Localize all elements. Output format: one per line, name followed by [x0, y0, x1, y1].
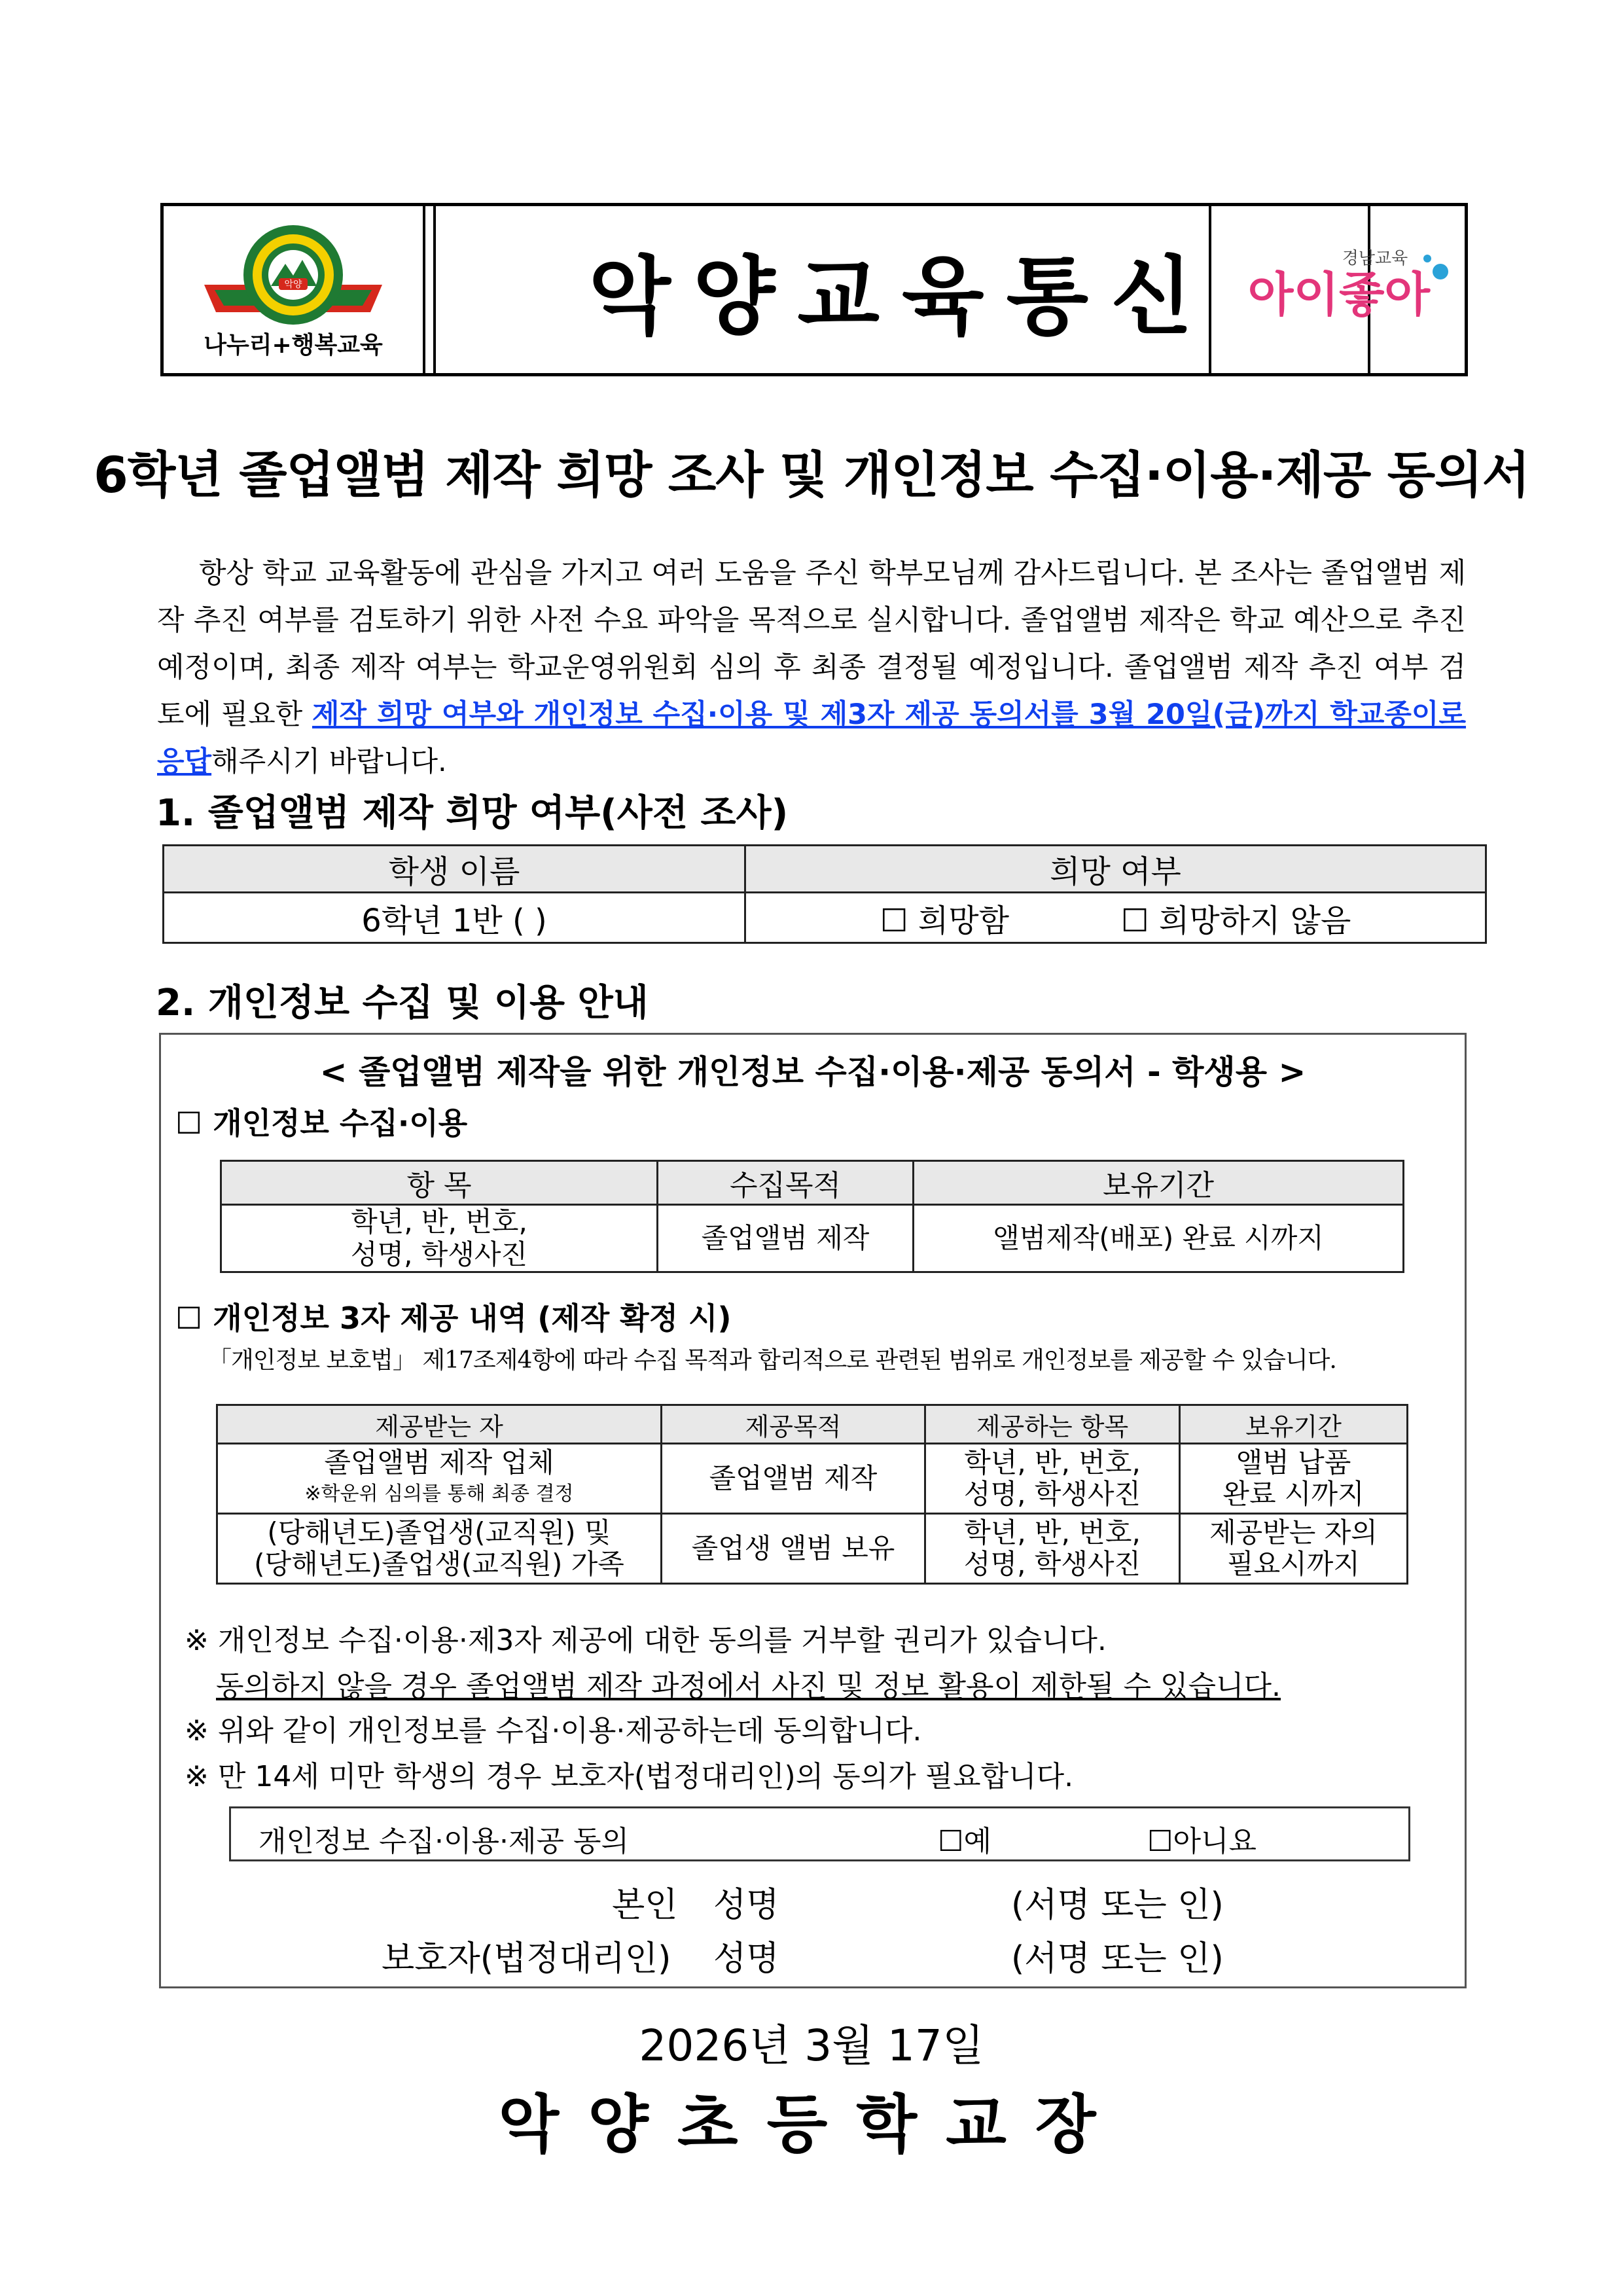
edu-brand-main-text: 아이좋아 — [1247, 267, 1431, 322]
edu-brand-logo — [1209, 206, 1467, 373]
intro-text: 항상 학교 교육활동에 관심을 가지고 여러 도움을 주신 학부모님께 감사드립니다. 본 조사는 졸업앨범 제작 추진 여부를 검토하기 위한 사전 수요 파악을 목적으로 실시합니다. 졸업앨범 제작은 학교 예산으로 추진 예정이며, 최종 제작 여부는 학교운영위원회 심의 후 최종 결정될 예정입니다. 졸업앨범 제작 추진 여부 검토에 필요한 — [157, 557, 1466, 731]
third-party-table — [216, 1404, 1408, 1585]
intro-tail: 해주시기 바랍니다. — [211, 745, 447, 778]
third-party-heading: ☐ 개인정보 3자 제공 내역 (제작 확정 시) — [175, 1300, 732, 1336]
collect-items-line2: 성명, 학생사진 — [350, 1238, 528, 1270]
recipient-line1: (당해년도)졸업생(교직원) 및 — [267, 1516, 611, 1549]
recipient-line1: 졸업앨범 제작 업체 — [324, 1446, 554, 1479]
provide-items-line1: 학년, 반, 번호, — [964, 1516, 1141, 1549]
guardian-signature-field[interactable]: (서명 또는 인) — [1011, 1939, 1224, 1979]
provide-items-line2: 성명, 학생사진 — [963, 1548, 1141, 1580]
consent-no-checkbox[interactable]: ☐아니요 — [1147, 1825, 1257, 1858]
provide-period-cell — [1180, 1444, 1408, 1514]
table-row — [217, 1514, 1408, 1584]
collect-purpose-cell: 졸업앨범 제작 — [658, 1205, 914, 1272]
hope-survey-table — [162, 844, 1487, 944]
header-items: 항 목 — [221, 1161, 658, 1205]
recipient-cell — [217, 1444, 662, 1514]
provide-items-cell — [925, 1514, 1180, 1584]
provide-period-line2: 완료 시까지 — [1222, 1478, 1364, 1510]
school-logo — [164, 206, 425, 373]
consent-label: 개인정보 수집·이용·제공 동의 — [259, 1825, 629, 1858]
school-emblem-icon — [164, 213, 423, 344]
newsletter-title: 악양교육통신 — [588, 247, 1215, 346]
header-provide-period: 보유기간 — [1180, 1405, 1408, 1444]
provide-purpose-cell: 졸업앨범 제작 — [662, 1444, 925, 1514]
self-label: 본인 — [612, 1886, 678, 1925]
collect-period-cell: 앨범제작(배포) 완료 시까지 — [914, 1205, 1404, 1272]
collect-use-heading: ☐ 개인정보 수집·이용 — [175, 1105, 468, 1141]
section1-title: 1. 졸업앨범 제작 희망 여부(사전 조사) — [156, 792, 789, 834]
collect-items-line1: 학년, 반, 번호, — [351, 1206, 527, 1238]
consent-box-heading: < 졸업앨범 제작을 위한 개인정보 수집·이용·제공 동의서 - 학생용 > — [319, 1053, 1306, 1091]
collect-use-table — [220, 1160, 1404, 1273]
provide-items-cell — [925, 1444, 1180, 1514]
principal-signature: 악양초등학교장 — [498, 2088, 1125, 2161]
option-no-hope-checkbox[interactable]: ☐ 희망하지 않음 — [1120, 902, 1351, 939]
guardian-name-label: 성명 — [713, 1939, 779, 1979]
guardian-label: 보호자(법정대리인) — [382, 1939, 671, 1979]
note-right-to-refuse: ※ 개인정보 수집·이용·제3자 제공에 대한 동의를 거부할 권리가 있습니다. — [185, 1624, 1107, 1657]
document-title: 6학년 졸업앨범 제작 희망 조사 및 개인정보 수집·이용·제공 동의서 — [93, 446, 1530, 504]
note-agree-statement: ※ 위와 같이 개인정보를 수집·이용·제공하는데 동의합니다. — [185, 1714, 922, 1748]
intro-paragraph — [157, 550, 1466, 785]
edu-brand-top-text: 경남교육 — [1342, 249, 1408, 268]
intro-highlight-link[interactable]: 제작 희망 여부와 개인정보 수집·이용 및 제3자 제공 동의서를 3월 20일(금)까지 학교종이로 응답 — [157, 698, 1467, 778]
provide-period-line2: 필요시까지 — [1227, 1548, 1360, 1580]
table-row — [217, 1444, 1408, 1514]
provide-items-line2: 성명, 학생사진 — [963, 1478, 1141, 1510]
header-recipient: 제공받는 자 — [217, 1405, 662, 1444]
child-good-logo-icon — [1211, 206, 1467, 370]
recipient-line2: (당해년도)졸업생(교직원) 가족 — [254, 1548, 624, 1580]
newsletter-header — [160, 203, 1468, 376]
provide-purpose-cell: 졸업생 앨범 보유 — [662, 1514, 925, 1584]
header-retention: 보유기간 — [914, 1161, 1404, 1205]
recipient-cell — [217, 1514, 662, 1584]
emblem-badge-text: 악양 — [284, 279, 302, 290]
header-student-name: 학생 이름 — [164, 846, 745, 893]
note-refuse-consequence: 동의하지 않을 경우 졸업앨범 제작 과정에서 사진 및 정보 활용이 제한될 수 있습니다. — [216, 1670, 1281, 1703]
header-purpose: 수집목적 — [658, 1161, 914, 1205]
header-provide-items: 제공하는 항목 — [925, 1405, 1180, 1444]
self-signature-field[interactable]: (서명 또는 인) — [1011, 1886, 1224, 1925]
provide-period-cell — [1180, 1514, 1408, 1584]
law-reference-note: 「개인정보 보호법」 제17조제4항에 따라 수집 목적과 합리적으로 관련된 범위로 개인정보를 제공할 수 있습니다. — [208, 1347, 1336, 1374]
collect-items-cell — [221, 1205, 658, 1272]
section2-title: 2. 개인정보 수집 및 이용 안내 — [156, 982, 649, 1024]
header-hope: 희망 여부 — [745, 846, 1486, 893]
option-hope-checkbox[interactable]: ☐ 희망함 — [880, 902, 1010, 939]
self-name-label: 성명 — [713, 1886, 779, 1925]
school-logo-caption: 나누리+행복교육 — [204, 332, 383, 359]
header-provide-purpose: 제공목적 — [662, 1405, 925, 1444]
provide-items-line1: 학년, 반, 번호, — [964, 1446, 1141, 1479]
student-name-cell[interactable]: 6학년 1반 ( ) — [164, 893, 745, 943]
consent-yes-checkbox[interactable]: ☐예 — [938, 1825, 991, 1858]
provide-period-line1: 제공받는 자의 — [1209, 1516, 1378, 1549]
note-under14: ※ 만 14세 미만 학생의 경우 보호자(법정대리인)의 동의가 필요합니다. — [185, 1760, 1074, 1793]
consent-choice-row — [229, 1806, 1410, 1861]
recipient-line2: ※학운위 심의를 통해 최종 결정 — [304, 1482, 574, 1505]
issue-date: 2026년 3월 17일 — [639, 2020, 984, 2071]
hope-options-cell — [745, 893, 1486, 943]
provide-period-line1: 앨범 납품 — [1236, 1446, 1351, 1479]
